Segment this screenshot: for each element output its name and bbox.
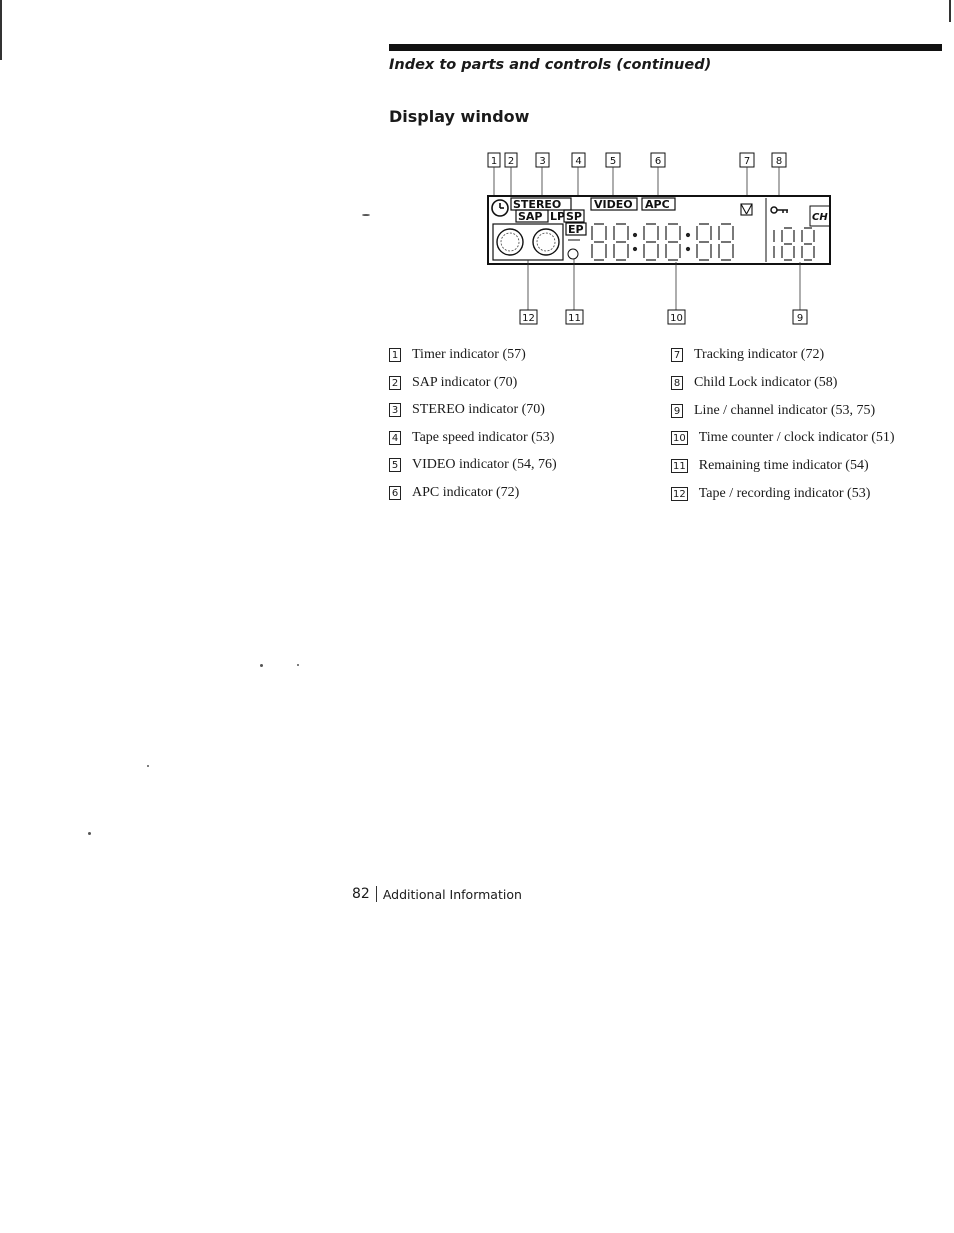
list-item (389, 428, 554, 448)
callout-11-label: 11 (568, 313, 581, 324)
callout-1-label: 1 (490, 156, 498, 167)
footer-divider (376, 886, 377, 902)
callout-4 (572, 153, 585, 167)
item-label: Remaining time indicator (54) (698, 458, 869, 473)
callout-7 (740, 153, 754, 167)
item-label: Time counter / clock indicator (51) (698, 430, 895, 445)
leader-lines-bottom (528, 259, 800, 310)
scan-speck (147, 765, 149, 767)
item-number: 10 (673, 433, 686, 444)
scan-speck (362, 214, 370, 216)
callout-10 (668, 310, 685, 324)
sp-indicator: SP (566, 210, 582, 223)
video-indicator: VIDEO (594, 198, 633, 211)
callout-2-label: 2 (507, 156, 515, 167)
header-rule (389, 44, 942, 51)
list-item (671, 484, 870, 504)
item-label: STEREO indicator (70) (412, 402, 545, 417)
item-label: SAP indicator (70) (412, 375, 518, 390)
page-title: Display window (389, 107, 530, 126)
callout-5-label: 5 (609, 156, 617, 167)
display-window-diagram (480, 146, 840, 330)
callout-2 (505, 153, 517, 167)
item-number: 12 (673, 489, 686, 500)
list-item (671, 456, 869, 476)
item-number: 8 (671, 376, 683, 390)
list-item (671, 428, 895, 448)
callout-4-label: 4 (575, 156, 582, 167)
list-item (389, 483, 519, 503)
callout-6 (651, 153, 665, 167)
callout-9-label: 9 (796, 313, 804, 324)
scan-speck (88, 832, 91, 835)
list-item (389, 400, 545, 420)
list-item (671, 345, 824, 365)
section-header: Index to parts and controls (continued) (389, 57, 712, 73)
item-number: 7 (671, 348, 683, 362)
lp-indicator: LP (550, 210, 566, 223)
item-label: Tape speed indicator (53) (412, 430, 555, 445)
item-label: Child Lock indicator (58) (694, 375, 838, 390)
callout-3 (536, 153, 549, 167)
scan-speck (260, 664, 263, 667)
sap-indicator: SAP (518, 210, 543, 223)
scan-speck (297, 664, 299, 666)
item-number: 2 (389, 376, 401, 390)
item-number: 11 (673, 461, 686, 472)
list-item (389, 455, 557, 475)
stereo-indicator: STEREO (513, 198, 562, 211)
item-number: 3 (389, 403, 401, 417)
item-number: 9 (671, 404, 683, 418)
ep-indicator: EP (568, 223, 584, 236)
list-item (671, 401, 875, 421)
callout-12-label: 12 (522, 313, 535, 324)
item-number: 5 (389, 458, 401, 472)
apc-indicator: APC (645, 198, 670, 211)
list-item (389, 373, 517, 393)
callout-9 (793, 310, 807, 324)
callout-1 (488, 153, 500, 167)
item-number: 1 (389, 348, 401, 362)
item-label: APC indicator (72) (412, 485, 520, 500)
scan-edge-right (949, 0, 951, 22)
callout-10-label: 10 (670, 313, 683, 324)
item-label: VIDEO indicator (54, 76) (412, 457, 557, 472)
callout-3-label: 3 (539, 156, 546, 167)
callout-8-label: 8 (775, 156, 783, 167)
list-item (389, 345, 526, 365)
item-label: Timer indicator (57) (412, 347, 526, 362)
item-number: 4 (389, 431, 401, 445)
callout-11 (566, 310, 583, 324)
callout-7-label: 7 (743, 156, 751, 167)
callout-12 (520, 310, 537, 324)
footer-section: Additional Information (382, 886, 522, 902)
item-label: Tape / recording indicator (53) (698, 486, 871, 501)
page-footer (352, 886, 522, 902)
page-number: 82 (352, 886, 370, 902)
callout-5 (606, 153, 620, 167)
item-label: Line / channel indicator (53, 75) (694, 403, 876, 418)
callout-6-label: 6 (654, 156, 662, 167)
ch-indicator: CH (812, 212, 828, 223)
callout-8 (772, 153, 786, 167)
item-label: Tracking indicator (72) (694, 347, 825, 362)
scan-edge-left (0, 0, 2, 60)
item-number: 6 (389, 486, 401, 500)
list-item (671, 373, 837, 393)
